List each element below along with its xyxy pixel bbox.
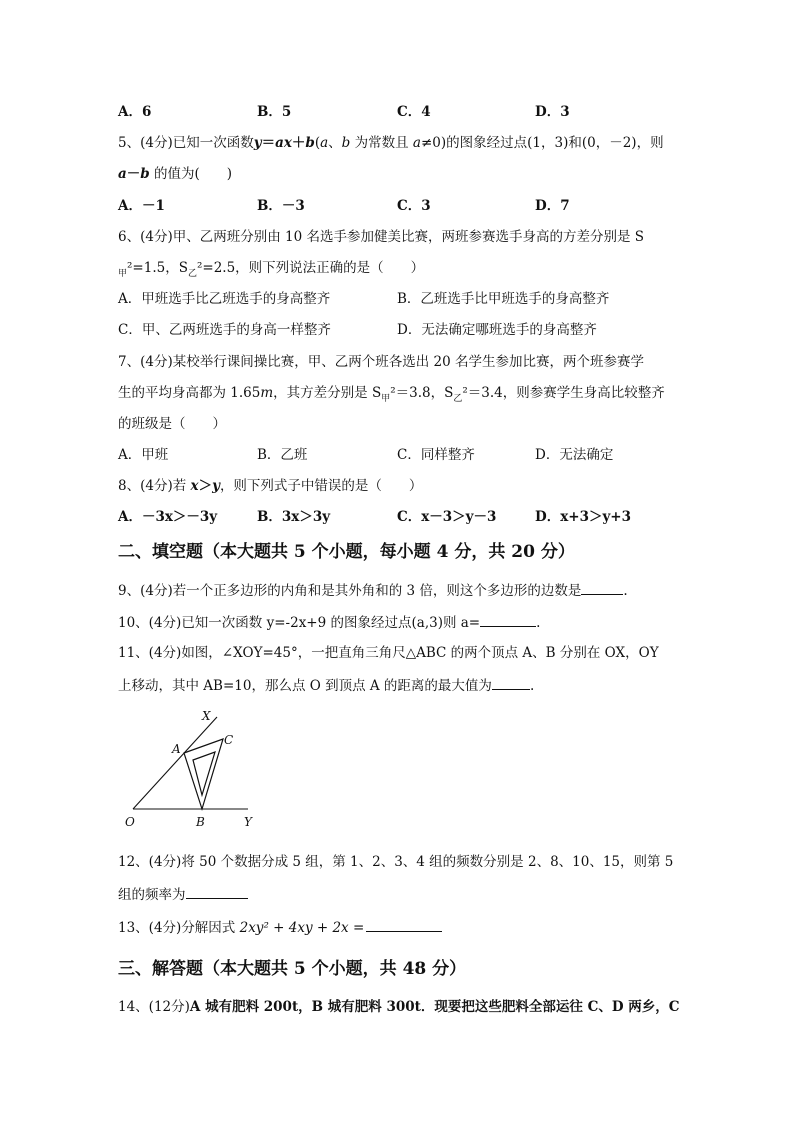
q8-option-c: C．x－3＞y－3 xyxy=(397,509,497,525)
q12-line1: 12、(4分)将 50 个数据分成 5 组，第 1、2、3、4 组的频数分别是 2、8、10、15，则第 5 xyxy=(118,854,674,870)
section-heading-solutions: 三、解答题（本大题共 5 个小题，共 48 分） xyxy=(118,959,467,979)
q5-option-c: C．3 xyxy=(397,198,431,214)
q11-line1: 11、(4分)如图，∠XOY=45°，一把直角三角尺△ABC 的两个顶点 A、B 分别在 OX，OY xyxy=(118,645,659,661)
q5-option-b: B．－3 xyxy=(257,198,305,214)
q11-answer-blank[interactable] xyxy=(492,676,530,690)
q10-answer-blank[interactable] xyxy=(480,613,536,627)
q14-number: 14、(12分) xyxy=(118,999,190,1015)
q6-option-b: B．乙班选手比甲班选手的身高整齐 xyxy=(397,291,610,307)
q5-line2: a－b 的值为( ) xyxy=(118,166,233,182)
q5-option-d: D．7 xyxy=(535,198,570,214)
label-x: X xyxy=(202,709,211,723)
q14-line1: 14、(12分)A 城有肥料 200t，B 城有肥料 300t．现要把这些肥料全部运往 C、D 两乡，C xyxy=(118,999,680,1015)
q7-number: 7、(4分) xyxy=(118,354,173,370)
q10-number: 10、(4分) xyxy=(118,615,182,631)
q6-option-d: D．无法确定哪班选手的身高整齐 xyxy=(397,322,597,338)
q7-line1: 7、(4分)某校举行课间操比赛，甲、乙两个班各选出 20 名学生参加比赛，两个班参赛学 xyxy=(118,354,644,370)
q5-line1: 5、(4分)已知一次函数y＝ax＋b(a、b 为常数且 a≠0)的图象经过点(1，3)和(0，－2)，则 xyxy=(118,135,664,151)
section-heading-fill-in: 二、填空题（本大题共 5 个小题，每小题 4 分，共 20 分） xyxy=(118,542,575,562)
label-b: B xyxy=(196,815,205,829)
q6-option-c: C．甲、乙两班选手的身高一样整齐 xyxy=(118,322,331,338)
q8-line1: 8、(4分)若 x＞y，则下列式子中错误的是（ ） xyxy=(118,478,423,494)
ray-ox xyxy=(133,717,217,809)
q4-option-a: A．6 xyxy=(118,104,152,120)
q7-option-d: D．无法确定 xyxy=(535,447,614,463)
q13-expression: 2xy² + 4xy + 2x = xyxy=(239,920,365,936)
q9-answer-blank[interactable] xyxy=(581,581,623,595)
q6-line1: 6、(4分)甲、乙两班分别由 10 名选手参加健美比赛，两班参赛选手身高的方差分别是 S xyxy=(118,229,645,245)
q12-answer-blank[interactable] xyxy=(186,885,248,899)
q7-line3: 的班级是（ ） xyxy=(118,416,226,432)
q13-number: 13、(4分) xyxy=(118,920,182,936)
q8-number: 8、(4分) xyxy=(118,478,173,494)
q5-number: 5、(4分) xyxy=(118,135,173,151)
q7-line2: 生的平均身高都为 1.65m，其方差分别是 $S_甲^2=3.8$，$S_乙^2=3.4$，则参赛学生身高比较整齐 xyxy=(118,385,665,404)
q4-option-b: B．5 xyxy=(257,104,292,120)
label-a: A xyxy=(172,742,181,756)
q13-answer-blank[interactable] xyxy=(366,918,442,932)
q7-option-b: B．乙班 xyxy=(257,447,308,463)
q7-option-a: A．甲班 xyxy=(118,447,169,463)
q4-option-d: D．3 xyxy=(535,104,570,120)
q4-option-c: C．4 xyxy=(397,104,431,120)
q6-option-a: A．甲班选手比乙班选手的身高整齐 xyxy=(118,291,331,307)
label-c: C xyxy=(224,733,234,747)
q11-line2: 上移动，其中 AB=10，那么点 O 到顶点 A 的距离的最大值为 . xyxy=(118,678,535,694)
q11-figure xyxy=(120,705,270,835)
q7-option-c: C．同样整齐 xyxy=(397,447,475,463)
triangle-inner xyxy=(193,752,215,795)
q6-number: 6、(4分) xyxy=(118,229,173,245)
q8-option-a: A．－3x＞－3y xyxy=(118,509,218,525)
q12-number: 12、(4分) xyxy=(118,854,182,870)
q12-line2: 组的频率为 xyxy=(118,885,248,904)
q5-option-a: A．－1 xyxy=(118,198,165,214)
q9-line: 9、(4分)若一个正多边形的内角和是其外角和的 3 倍，则这个多边形的边数是 . xyxy=(118,583,628,599)
q13-line: 13、(4分)分解因式 2xy² + 4xy + 2x = xyxy=(118,918,442,937)
q8-option-d: D．x+3＞y+3 xyxy=(535,509,632,525)
label-o: O xyxy=(125,815,135,829)
q8-option-b: B．3x＞3y xyxy=(257,509,331,525)
q10-line: 10、(4分)已知一次函数 y=-2x+9 的图象经过点(a,3)则 a= . xyxy=(118,615,541,631)
q11-number: 11、(4分) xyxy=(118,645,182,661)
label-y: Y xyxy=(244,815,252,829)
triangle-outer xyxy=(184,739,223,809)
q6-line2: $_甲$²=1.5，$S_乙^2=2.5$，则下列说法正确的是（ ） xyxy=(118,260,425,279)
q9-number: 9、(4分) xyxy=(118,583,173,599)
